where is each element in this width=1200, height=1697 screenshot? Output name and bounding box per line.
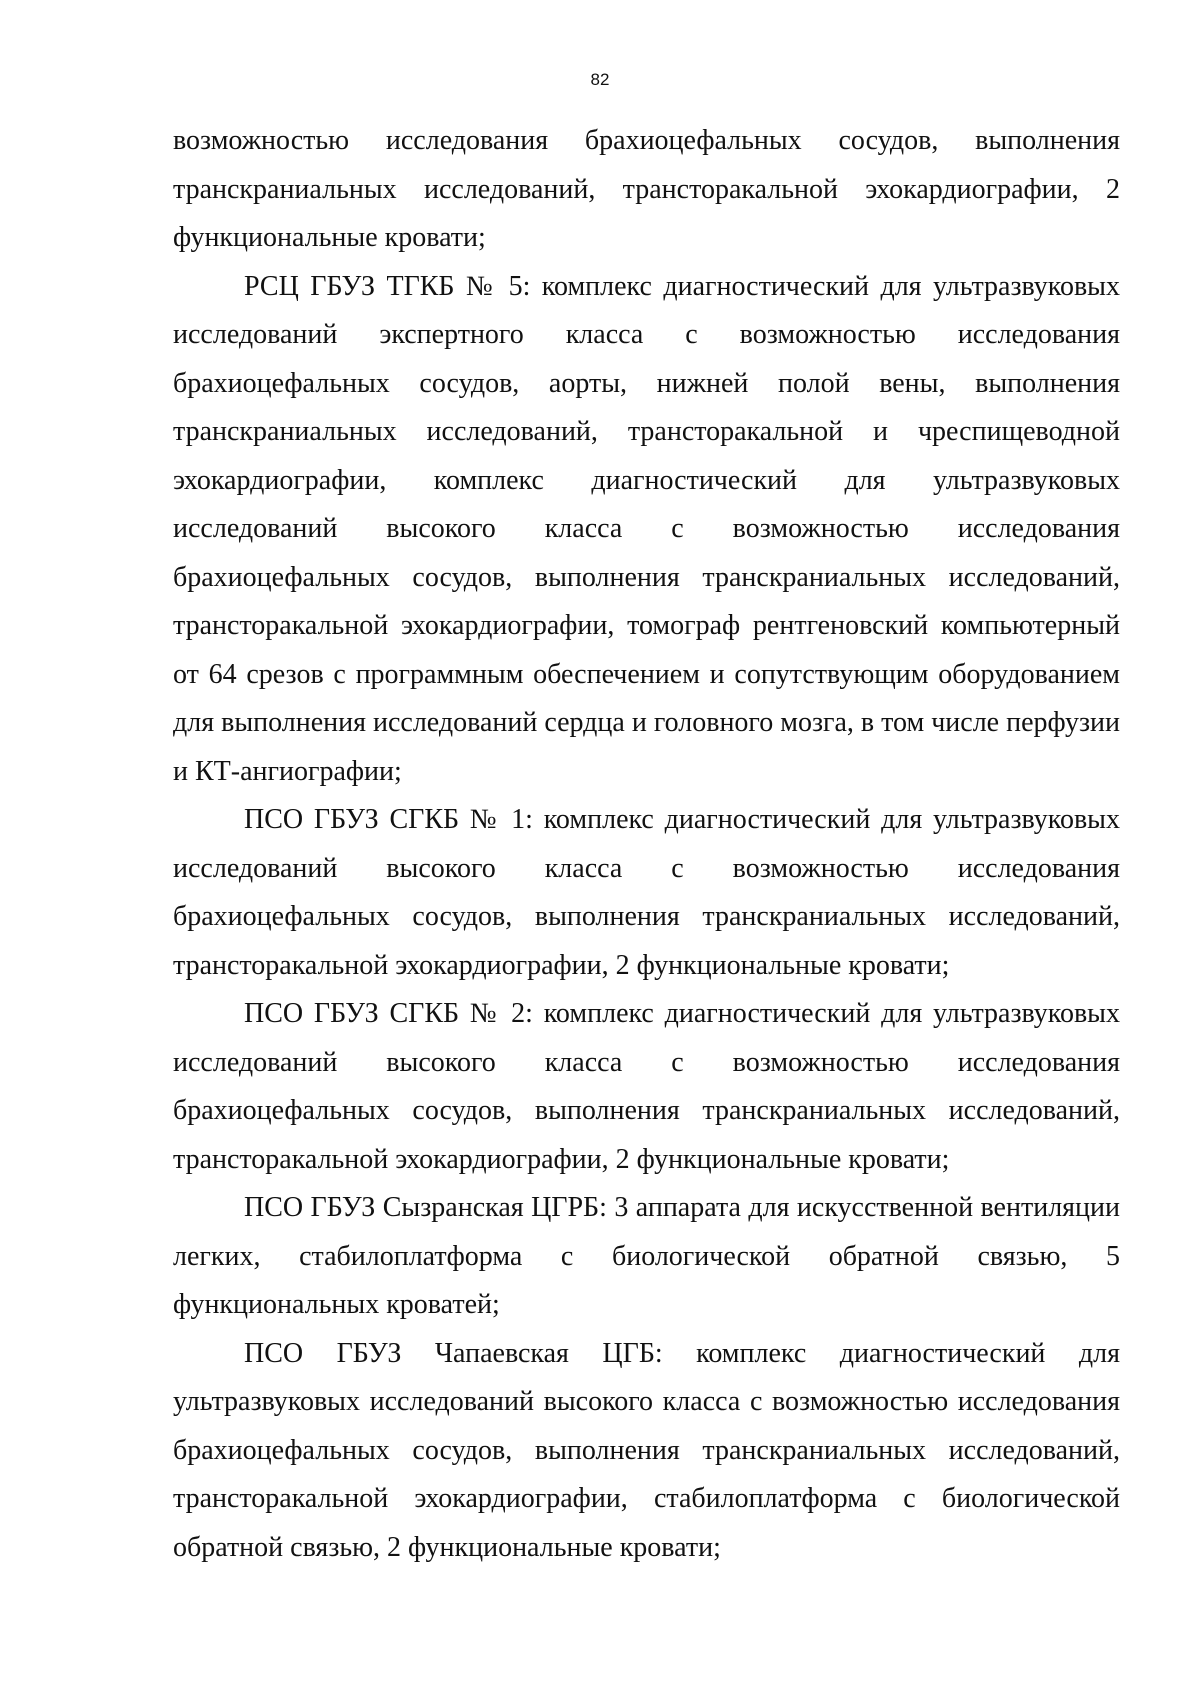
paragraph-pso-sgkb-2: ПСО ГБУЗ СГКБ № 2: комплекс диагностический для ультразвуковых исследований высокого класса с возможностью исследования брахиоцефальных сосудов, выполнения транскраниальных исследований, трансторакальной эхокардиографии, 2 функциональные кровати;: [173, 998, 1120, 1175]
body-text: [173, 117, 1120, 1572]
paragraph-rsc-tgkb-5: РСЦ ГБУЗ ТГКБ № 5: комплекс диагностический для ультразвуковых исследований экспертного класса с возможностью исследования брахиоцефальных сосудов, аорты, нижней полой вены, выполнения транскраниальных исследований, трансторакальной и чреспищеводной эхокардиографии, комплекс диагностический для ультразвуковых исследований высокого класса с возможностью исследования брахиоцефальных сосудов, выполнения транскраниальных исследований, трансторакальной эхокардиографии, томограф рентгеновский компьютерный от 64 срезов с программным обеспечением и сопутствующим оборудованием для выполнения исследований сердца и головного мозга, в том числе перфузии и КТ-ангиографии;: [173, 270, 1120, 787]
page-number: 82: [590, 70, 610, 89]
paragraph-pso-syzran: ПСО ГБУЗ Сызранская ЦГРБ: 3 аппарата для искусственной вентиляции легких, стабилоплатформа с биологической обратной связью, 5 функциональных кроватей;: [173, 1192, 1120, 1320]
paragraph-pso-chapaevsk: ПСО ГБУЗ Чапаевская ЦГБ: комплекс диагностический для ультразвуковых исследований высокого класса с возможностью исследования брахиоцефальных сосудов, выполнения транскраниальных исследований, трансторакальной эхокардиографии, стабилоплатформа с биологической обратной связью, 2 функциональные кровати;: [173, 1337, 1120, 1563]
paragraph-pso-sgkb-1: ПСО ГБУЗ СГКБ № 1: комплекс диагностический для ультразвуковых исследований высокого класса с возможностью исследования брахиоцефальных сосудов, выполнения транскраниальных исследований, трансторакальной эхокардиографии, 2 функциональные кровати;: [173, 804, 1120, 981]
paragraph-continuation: возможностью исследования брахиоцефальных сосудов, выполнения транскраниальных исследований, трансторакальной эхокардиографии, 2 функциональные кровати;: [173, 125, 1120, 253]
